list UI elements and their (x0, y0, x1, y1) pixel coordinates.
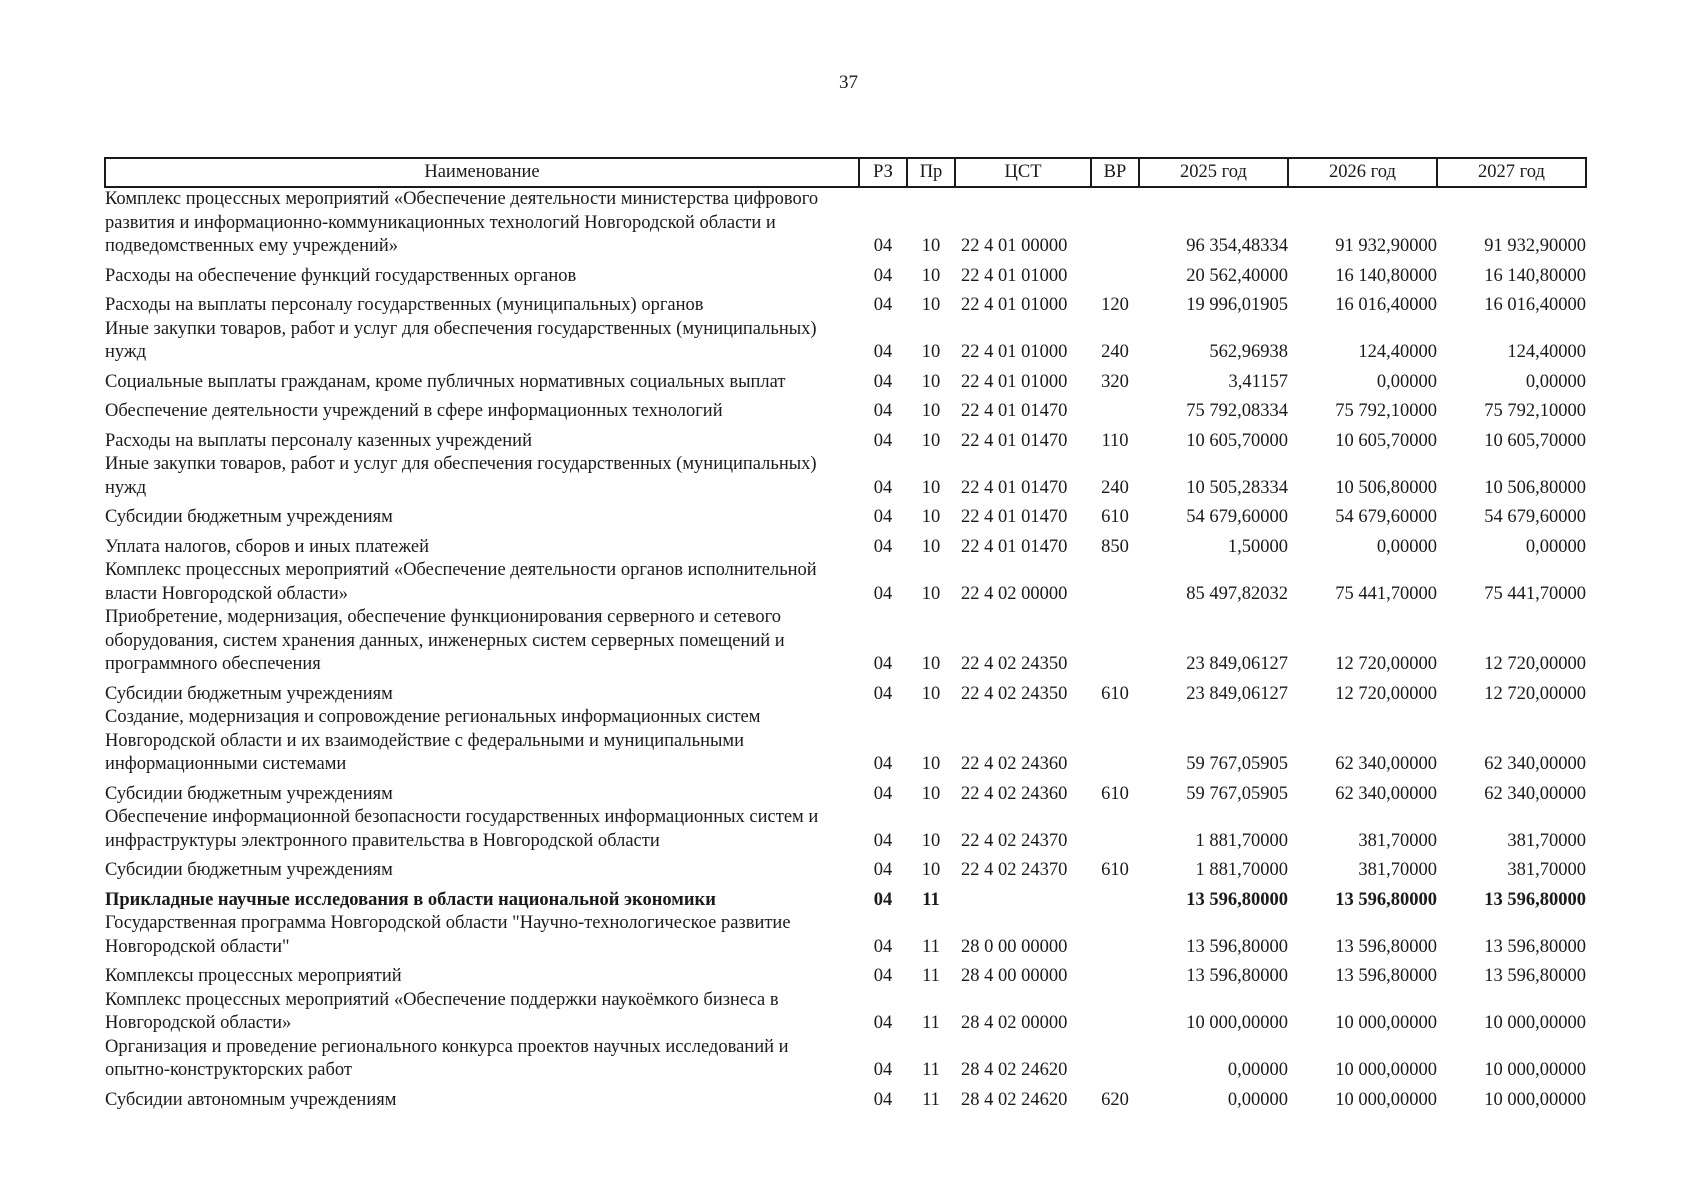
row-rz: 04 (873, 236, 893, 256)
row-2025-value: 13 596,80000 (1186, 936, 1288, 957)
row-rz: 04 (873, 783, 893, 804)
row-vr (1091, 259, 1139, 289)
header-rz: РЗ (859, 158, 907, 187)
table-row (105, 677, 1586, 707)
row-name: Комплексы процессных мероприятий (105, 966, 402, 986)
row-2025-value: 1 881,70000 (1195, 830, 1288, 851)
row-2025-value: 13 596,80000 (1186, 966, 1288, 986)
row-rz: 04 (873, 583, 893, 604)
table-row (105, 883, 1586, 913)
table-row (105, 806, 1586, 853)
header-cst: ЦСТ (955, 158, 1091, 187)
table-row (105, 530, 1586, 560)
row-name: Государственная программа Новгородской области "Научно-технологическое развитие Новгородской области" (105, 913, 791, 957)
row-2026-value: 16 140,80000 (1335, 265, 1437, 286)
row-rz: 04 (873, 1060, 893, 1080)
row-2025-value: 19 996,01905 (1186, 295, 1288, 315)
row-vr: 620 (1101, 1089, 1129, 1110)
row-2025-value: 59 767,05905 (1186, 783, 1288, 804)
row-2026-value: 10 000,00000 (1335, 1060, 1437, 1080)
row-2026-value: 10 000,00000 (1335, 1013, 1437, 1033)
row-rz: 04 (873, 683, 893, 704)
row-2026-value: 381,70000 (1358, 860, 1437, 880)
row-2027-value: 12 720,00000 (1484, 654, 1586, 674)
row-pr: 10 (921, 860, 941, 880)
row-2025-value: 54 679,60000 (1186, 507, 1288, 527)
row-2025-value: 23 849,06127 (1186, 683, 1288, 704)
row-2027-value: 54 679,60000 (1484, 507, 1586, 527)
row-name: Обеспечение деятельности учреждений в сфере информационных технологий (105, 401, 723, 421)
row-cst: 22 4 01 01470 (961, 536, 1068, 557)
row-2025-value: 10 505,28334 (1186, 477, 1288, 498)
row-name: Субсидии бюджетным учреждениям (105, 783, 393, 804)
table-row (105, 318, 1586, 365)
row-2025-value: 10 000,00000 (1186, 1013, 1288, 1033)
row-2027-value: 13 596,80000 (1484, 889, 1586, 910)
row-vr: 610 (1101, 507, 1129, 527)
row-2025-value: 23 849,06127 (1186, 654, 1288, 674)
budget-table (104, 157, 1587, 1112)
row-vr: 610 (1101, 860, 1129, 880)
row-pr: 10 (921, 507, 941, 527)
row-vr: 240 (1101, 477, 1129, 498)
row-cst: 22 4 01 00000 (961, 236, 1068, 256)
row-2027-value: 10 506,80000 (1484, 477, 1586, 498)
row-cst (955, 883, 1091, 913)
row-pr: 10 (921, 371, 941, 392)
row-2026-value: 13 596,80000 (1335, 889, 1437, 910)
row-pr: 10 (921, 830, 941, 851)
row-rz: 04 (873, 430, 893, 451)
row-cst: 22 4 02 24350 (961, 654, 1068, 674)
row-rz: 04 (873, 860, 893, 880)
row-rz: 04 (873, 507, 893, 527)
row-rz: 04 (873, 966, 893, 986)
row-name: Прикладные научные исследования в области национальной экономики (105, 889, 716, 910)
header-pr: Пр (907, 158, 955, 187)
row-cst: 22 4 01 01000 (961, 265, 1068, 286)
table-row (105, 187, 1586, 259)
row-pr: 10 (921, 401, 941, 421)
row-cst: 22 4 01 01000 (961, 342, 1068, 362)
row-2027-value: 10 000,00000 (1484, 1089, 1586, 1110)
table-row (105, 394, 1586, 424)
row-cst: 22 4 02 24370 (961, 830, 1068, 851)
row-2025-value: 0,00000 (1227, 1089, 1288, 1110)
row-cst: 28 4 02 00000 (961, 1013, 1068, 1033)
row-rz: 04 (873, 477, 893, 498)
page-number: 37 (839, 72, 858, 93)
table-row (105, 453, 1586, 500)
row-vr: 320 (1101, 371, 1129, 392)
row-2027-value: 75 441,70000 (1484, 583, 1586, 604)
row-name: Субсидии бюджетным учреждениям (105, 507, 393, 527)
row-cst: 22 4 01 01470 (961, 430, 1068, 451)
table-row (105, 777, 1586, 807)
row-2026-value: 75 441,70000 (1335, 583, 1437, 604)
row-2027-value: 10 000,00000 (1484, 1013, 1586, 1033)
row-vr (1091, 1036, 1139, 1083)
row-2025-value: 10 605,70000 (1186, 430, 1288, 451)
table-row (105, 259, 1586, 289)
row-name: Расходы на выплаты персоналу государственных (муниципальных) органов (105, 295, 704, 315)
table-header-row (105, 158, 1586, 187)
table-row (105, 959, 1586, 989)
row-name: Субсидии бюджетным учреждениям (105, 683, 393, 704)
row-2025-value: 13 596,80000 (1186, 889, 1288, 910)
header-2026: 2026 год (1288, 158, 1437, 187)
row-vr: 610 (1101, 683, 1129, 704)
row-vr: 610 (1101, 783, 1129, 804)
table-row (105, 606, 1586, 677)
table-body (105, 187, 1586, 1112)
row-name: Расходы на обеспечение функций государственных органов (105, 265, 577, 286)
row-2026-value: 0,00000 (1376, 371, 1437, 392)
table-row (105, 559, 1586, 606)
row-2026-value: 12 720,00000 (1335, 683, 1437, 704)
row-2027-value: 12 720,00000 (1484, 683, 1586, 704)
row-rz: 04 (873, 830, 893, 851)
row-2026-value: 62 340,00000 (1335, 754, 1437, 774)
row-2027-value: 13 596,80000 (1484, 966, 1586, 986)
row-vr (1091, 187, 1139, 259)
header-2027: 2027 год (1437, 158, 1586, 187)
row-name: Социальные выплаты гражданам, кроме публичных нормативных социальных выплат (105, 371, 786, 392)
row-vr (1091, 806, 1139, 853)
row-2025-value: 96 354,48334 (1186, 236, 1288, 256)
row-pr: 10 (921, 430, 941, 451)
row-cst: 22 4 02 24370 (961, 860, 1068, 880)
row-2027-value: 91 932,90000 (1484, 236, 1586, 256)
row-2025-value: 59 767,05905 (1186, 754, 1288, 774)
row-rz: 04 (873, 754, 893, 774)
row-rz: 04 (873, 889, 893, 910)
row-pr: 11 (922, 966, 940, 986)
row-pr: 11 (922, 936, 940, 957)
row-cst: 22 4 01 01000 (961, 295, 1068, 315)
row-cst: 28 0 00 00000 (961, 936, 1068, 957)
table-row (105, 1036, 1586, 1083)
row-cst: 22 4 01 01470 (961, 477, 1068, 498)
row-rz: 04 (873, 1089, 893, 1110)
row-name: Уплата налогов, сборов и иных платежей (105, 536, 430, 557)
header-2025: 2025 год (1139, 158, 1288, 187)
row-2027-value: 62 340,00000 (1484, 754, 1586, 774)
row-2026-value: 10 000,00000 (1335, 1089, 1437, 1110)
row-pr: 10 (921, 783, 941, 804)
row-name: Комплекс процессных мероприятий «Обеспечение поддержки наукоёмкого бизнеса в Новгородской области» (105, 989, 779, 1033)
header-name: Наименование (105, 158, 859, 187)
row-2026-value: 16 016,40000 (1335, 295, 1437, 315)
row-pr: 10 (921, 236, 941, 256)
table-row (105, 500, 1586, 530)
row-2026-value: 10 605,70000 (1335, 430, 1437, 451)
row-pr: 10 (921, 683, 941, 704)
row-2027-value: 75 792,10000 (1484, 401, 1586, 421)
row-vr (1091, 989, 1139, 1036)
row-cst: 22 4 01 01470 (961, 401, 1068, 421)
row-name: Организация и проведение регионального конкурса проектов научных исследований и опытно-конструкторских работ (105, 1036, 789, 1080)
row-2026-value: 75 792,10000 (1335, 401, 1437, 421)
row-cst: 28 4 00 00000 (961, 966, 1068, 986)
row-2027-value: 0,00000 (1525, 536, 1586, 557)
row-cst: 28 4 02 24620 (961, 1089, 1068, 1110)
row-name: Комплекс процессных мероприятий «Обеспечение деятельности органов исполнительной власти Новгородской области» (105, 560, 817, 604)
row-2025-value: 20 562,40000 (1186, 265, 1288, 286)
row-vr (1091, 394, 1139, 424)
row-vr (1091, 606, 1139, 677)
row-rz: 04 (873, 936, 893, 957)
row-rz: 04 (873, 1013, 893, 1033)
row-name: Обеспечение информационной безопасности государственных информационных систем и инфраструктуры электронного правительства в Новгородской области (105, 807, 819, 851)
row-cst: 22 4 02 00000 (961, 583, 1068, 604)
row-2027-value: 16 016,40000 (1484, 295, 1586, 315)
table-row (105, 706, 1586, 777)
row-pr: 11 (922, 1060, 940, 1080)
row-vr: 850 (1101, 536, 1129, 557)
table-row (105, 424, 1586, 454)
table-row (105, 912, 1586, 959)
row-name: Иные закупки товаров, работ и услуг для обеспечения государственных (муниципальных) нужд (105, 454, 817, 498)
row-name: Комплекс процессных мероприятий «Обеспечение деятельности министерства цифрового развития и информационно-коммуникационных технологий Новгородской области и подведомственных ему учреждений» (105, 189, 819, 256)
row-2027-value: 381,70000 (1507, 860, 1586, 880)
row-rz: 04 (873, 342, 893, 362)
row-name: Приобретение, модернизация, обеспечение функционирования серверного и сетевого оборудования, систем хранения данных, инженерных систем серверных помещений и программного обеспечения (105, 607, 785, 674)
row-rz: 04 (873, 265, 893, 286)
row-2027-value: 62 340,00000 (1484, 783, 1586, 804)
row-pr: 11 (922, 1013, 940, 1033)
header-vr: ВР (1091, 158, 1139, 187)
row-rz: 04 (873, 371, 893, 392)
row-2026-value: 381,70000 (1358, 830, 1437, 851)
table-row (105, 365, 1586, 395)
row-2026-value: 91 932,90000 (1335, 236, 1437, 256)
row-cst: 22 4 02 24360 (961, 783, 1068, 804)
row-name: Иные закупки товаров, работ и услуг для обеспечения государственных (муниципальных) нужд (105, 318, 817, 362)
table-row (105, 989, 1586, 1036)
row-cst: 28 4 02 24620 (961, 1060, 1068, 1080)
row-pr: 10 (921, 654, 941, 674)
row-pr: 10 (921, 265, 941, 286)
row-2025-value: 85 497,82032 (1186, 583, 1288, 604)
row-rz: 04 (873, 295, 893, 315)
row-2025-value: 562,96938 (1209, 342, 1288, 362)
row-2026-value: 124,40000 (1358, 342, 1437, 362)
row-2026-value: 13 596,80000 (1335, 936, 1437, 957)
row-name: Создание, модернизация и сопровождение региональных информационных систем Новгородской области и их взаимодействие с федеральными и муниципальными информационными системами (105, 707, 761, 774)
row-vr (1091, 959, 1139, 989)
row-name: Субсидии бюджетным учреждениям (105, 860, 393, 880)
row-2025-value: 75 792,08334 (1186, 401, 1288, 421)
row-name: Субсидии автономным учреждениям (105, 1089, 397, 1110)
table-row (105, 288, 1586, 318)
row-cst: 22 4 01 01470 (961, 507, 1068, 527)
row-2027-value: 10 605,70000 (1484, 430, 1586, 451)
row-2027-value: 16 140,80000 (1484, 265, 1586, 286)
row-2027-value: 0,00000 (1525, 371, 1586, 392)
row-cst: 22 4 01 01000 (961, 371, 1068, 392)
row-2025-value: 3,41157 (1228, 371, 1288, 392)
row-rz: 04 (873, 536, 893, 557)
row-2026-value: 62 340,00000 (1335, 783, 1437, 804)
table-row (105, 853, 1586, 883)
row-vr (1091, 883, 1139, 913)
row-name: Расходы на выплаты персоналу казенных учреждений (105, 430, 532, 451)
row-pr: 10 (921, 754, 941, 774)
row-vr: 110 (1101, 430, 1129, 451)
row-vr (1091, 559, 1139, 606)
row-pr: 11 (922, 1089, 940, 1110)
row-2025-value: 1 881,70000 (1195, 860, 1288, 880)
row-2026-value: 13 596,80000 (1335, 966, 1437, 986)
row-2026-value: 54 679,60000 (1335, 507, 1437, 527)
row-cst: 22 4 02 24350 (961, 683, 1068, 704)
row-vr: 240 (1101, 342, 1129, 362)
row-vr: 120 (1101, 295, 1129, 315)
row-2026-value: 0,00000 (1376, 536, 1437, 557)
row-2027-value: 124,40000 (1507, 342, 1586, 362)
row-2026-value: 12 720,00000 (1335, 654, 1437, 674)
row-2025-value: 1,50000 (1227, 536, 1288, 557)
row-rz: 04 (873, 401, 893, 421)
row-rz: 04 (873, 654, 893, 674)
row-pr: 11 (922, 889, 940, 910)
row-2027-value: 10 000,00000 (1484, 1060, 1586, 1080)
row-vr (1091, 706, 1139, 777)
row-pr: 10 (921, 583, 941, 604)
row-2027-value: 13 596,80000 (1484, 936, 1586, 957)
table-row (105, 1083, 1586, 1113)
row-pr: 10 (921, 342, 941, 362)
row-2025-value: 0,00000 (1227, 1060, 1288, 1080)
row-pr: 10 (921, 536, 941, 557)
row-pr: 10 (921, 295, 941, 315)
row-pr: 10 (921, 477, 941, 498)
row-2026-value: 10 506,80000 (1335, 477, 1437, 498)
row-2027-value: 381,70000 (1507, 830, 1586, 851)
row-cst: 22 4 02 24360 (961, 754, 1068, 774)
row-vr (1091, 912, 1139, 959)
